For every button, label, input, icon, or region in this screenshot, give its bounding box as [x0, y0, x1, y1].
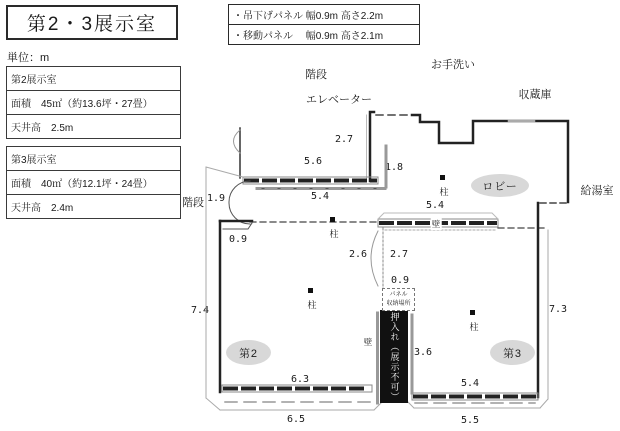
pillar-label: 柱	[307, 300, 317, 310]
lobby-badge	[471, 174, 529, 197]
room2-walls	[206, 167, 383, 410]
room3-badge-label: 第3	[502, 347, 523, 360]
room3-area: 面積 40㎡（約12.1坪・24畳）	[7, 170, 180, 194]
corridor-wall-panels	[243, 146, 386, 189]
room2-ceiling: 天井高 2.5m	[7, 114, 180, 138]
page-title: 第2・3展示室	[6, 5, 178, 40]
lobby-badge-label: ロビー	[482, 180, 518, 193]
room2-name: 第2展示室	[11, 75, 57, 86]
dim-corridor-height: 2.7	[334, 134, 354, 145]
room2-badge	[226, 340, 271, 365]
movable-panel-spec: ・移動パネル 幅0.9m 高さ2.1m	[229, 24, 419, 44]
dim-room3-bottom-wall: 5.4	[460, 378, 480, 389]
dim-room2-left: 7.4	[190, 305, 210, 316]
kitchenette-label: 給湯室	[580, 185, 614, 197]
pillar-marker	[470, 310, 475, 315]
stairs-left-label: 階段	[182, 197, 204, 209]
dim-room2-bottom-wall: 6.3	[290, 374, 310, 385]
dim-room2-door: 0.9	[228, 234, 248, 245]
pillar-label: 柱	[329, 229, 339, 239]
dim-room3-right: 7.3	[548, 304, 568, 315]
dim-room3-left-wall: 3.6	[413, 347, 433, 358]
wall-tag-room3-top: 壁	[431, 219, 441, 229]
room2-badge-label: 第2	[238, 347, 259, 360]
room3-badge	[490, 340, 535, 365]
pillar-label: 柱	[469, 322, 479, 332]
dim-side-wall: 1.8	[384, 162, 404, 173]
dim-stairs-width: 1.9	[206, 193, 226, 204]
dim-room2-outer: 6.5	[286, 414, 306, 425]
lobby-walls	[234, 112, 569, 222]
room3-name: 第3展示室	[11, 155, 57, 166]
unit-label: 単位：m	[7, 52, 50, 64]
wall-tag-closet-left: 壁	[363, 337, 373, 347]
dim-room3-top-wall: 5.4	[425, 200, 445, 211]
dim-mid-left: 2.6	[348, 249, 368, 260]
pillar-marker	[308, 288, 313, 293]
storage-room-label: 収蔵庫	[518, 89, 552, 101]
pillar-marker	[440, 175, 445, 180]
dim-panel-storage: 0.9	[390, 275, 410, 286]
closet-label: 押入れ（展示不可）	[389, 311, 400, 402]
panel-storage-line1: パネル	[389, 291, 408, 298]
pillar-label: 柱	[439, 187, 449, 197]
dim-corridor-wall: 5.6	[303, 156, 323, 167]
room3-ceiling: 天井高 2.4m	[7, 194, 180, 218]
dim-room3-outer: 5.5	[460, 415, 480, 426]
closet-block	[380, 310, 408, 403]
elevator-label: エレベーター	[306, 94, 372, 106]
panel-storage-line2: 収納場所	[386, 300, 411, 307]
toilet-label: お手洗い	[431, 59, 475, 71]
pillar-marker	[330, 217, 335, 222]
hanging-panel-spec: ・吊下げパネル 幅0.9m 高さ2.2m	[233, 11, 384, 22]
stairs-upper-label: 階段	[305, 69, 327, 81]
dim-mid-right: 2.7	[389, 249, 409, 260]
room2-area: 面積 45㎡（約13.6坪・27畳）	[7, 90, 180, 114]
dim-corridor-lower-wall: 5.4	[310, 191, 330, 202]
panel-storage-box	[382, 288, 415, 311]
